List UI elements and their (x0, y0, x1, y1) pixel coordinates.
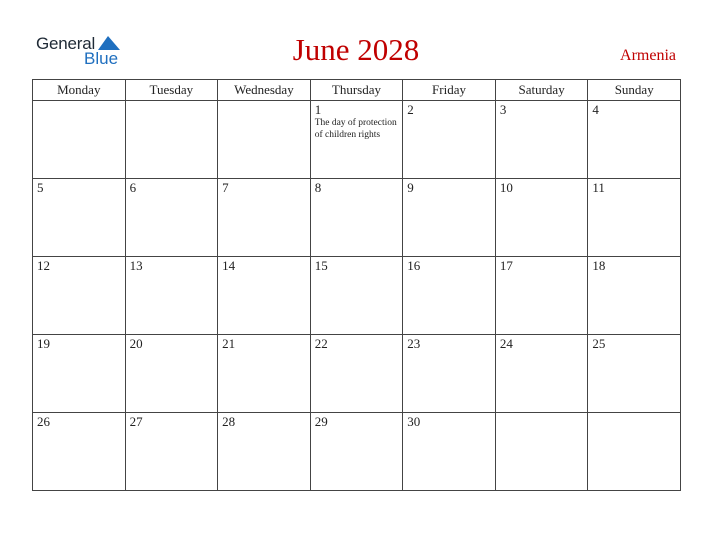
day-number: 19 (37, 336, 50, 351)
weekday-header-row (33, 80, 681, 101)
day-number: 23 (407, 336, 421, 351)
day-number: 2 (407, 102, 414, 117)
day-number: 10 (499, 180, 513, 195)
day-number: 28 (222, 414, 236, 429)
day-cell (125, 179, 218, 257)
day-number: 5 (37, 180, 44, 195)
day-cell (33, 101, 126, 179)
day-cell (403, 335, 496, 413)
day-cell (310, 179, 403, 257)
day-number: 11 (592, 180, 605, 195)
day-cell (588, 413, 681, 491)
day-cell (588, 335, 681, 413)
day-number: 3 (499, 102, 507, 117)
day-number: 26 (37, 414, 50, 429)
weekday-header-wednesday: Wednesday (218, 80, 311, 101)
day-cell (310, 101, 403, 179)
day-number: 14 (222, 258, 236, 273)
day-cell (310, 335, 403, 413)
day-number (126, 101, 218, 103)
day-cell (495, 179, 588, 257)
day-cell (403, 101, 496, 179)
day-cell (218, 101, 311, 179)
weekday-header-tuesday: Tuesday (125, 80, 218, 101)
day-number: 4 (592, 102, 599, 117)
day-cell (310, 413, 403, 491)
day-cell (33, 257, 126, 335)
day-cell (125, 335, 218, 413)
day-cell (403, 257, 496, 335)
logo-text-general: General (36, 34, 96, 53)
day-number (33, 101, 125, 103)
day-cell (125, 101, 218, 179)
day-cell (125, 257, 218, 335)
day-number: 21 (222, 336, 236, 351)
day-number: 24 (499, 336, 513, 351)
day-number: 16 (407, 258, 421, 273)
weekday-header-saturday: Saturday (495, 80, 588, 101)
calendar-grid (32, 79, 681, 491)
day-number: 7 (222, 180, 229, 195)
day-number (218, 101, 310, 103)
day-cell (33, 413, 126, 491)
day-number: 30 (407, 414, 421, 429)
week-row (33, 179, 681, 257)
day-cell (495, 335, 588, 413)
weekday-header-friday: Friday (403, 80, 496, 101)
day-cell (403, 179, 496, 257)
day-cell (218, 257, 311, 335)
day-cell (495, 257, 588, 335)
day-number: 18 (592, 258, 606, 273)
day-number: 22 (314, 336, 328, 351)
day-cell (588, 257, 681, 335)
day-cell (33, 335, 126, 413)
day-number: 25 (592, 336, 606, 351)
day-cell (495, 101, 588, 179)
day-number: 12 (37, 258, 50, 273)
day-cell (403, 413, 496, 491)
day-number: 9 (407, 180, 414, 195)
day-number: 17 (499, 258, 513, 273)
week-row (33, 335, 681, 413)
day-number (588, 413, 680, 415)
week-row (33, 257, 681, 335)
holiday-note: The day of protection of children rights (314, 118, 397, 140)
day-cell (218, 413, 311, 491)
weekday-header-thursday: Thursday (310, 80, 403, 101)
logo-text-blue: Blue (84, 49, 119, 68)
day-number: 27 (129, 414, 143, 429)
week-row (33, 101, 681, 179)
country-label: Armenia (620, 47, 676, 64)
day-number: 20 (129, 336, 143, 351)
day-cell (125, 413, 218, 491)
day-cell (310, 257, 403, 335)
day-cell (218, 179, 311, 257)
calendar-title: June 2028 (292, 32, 420, 67)
day-number: 8 (314, 180, 322, 195)
day-number: 1 (314, 102, 322, 117)
weekday-header-monday: Monday (33, 80, 126, 101)
day-cell (33, 179, 126, 257)
weekday-header-sunday: Sunday (588, 80, 681, 101)
day-number: 6 (129, 180, 137, 195)
day-cell (588, 101, 681, 179)
day-number: 13 (129, 258, 143, 273)
day-cell (495, 413, 588, 491)
day-cell (218, 335, 311, 413)
day-number: 15 (314, 258, 328, 273)
day-cell (588, 179, 681, 257)
day-number: 29 (314, 414, 328, 429)
week-row (33, 413, 681, 491)
day-number (496, 413, 588, 415)
